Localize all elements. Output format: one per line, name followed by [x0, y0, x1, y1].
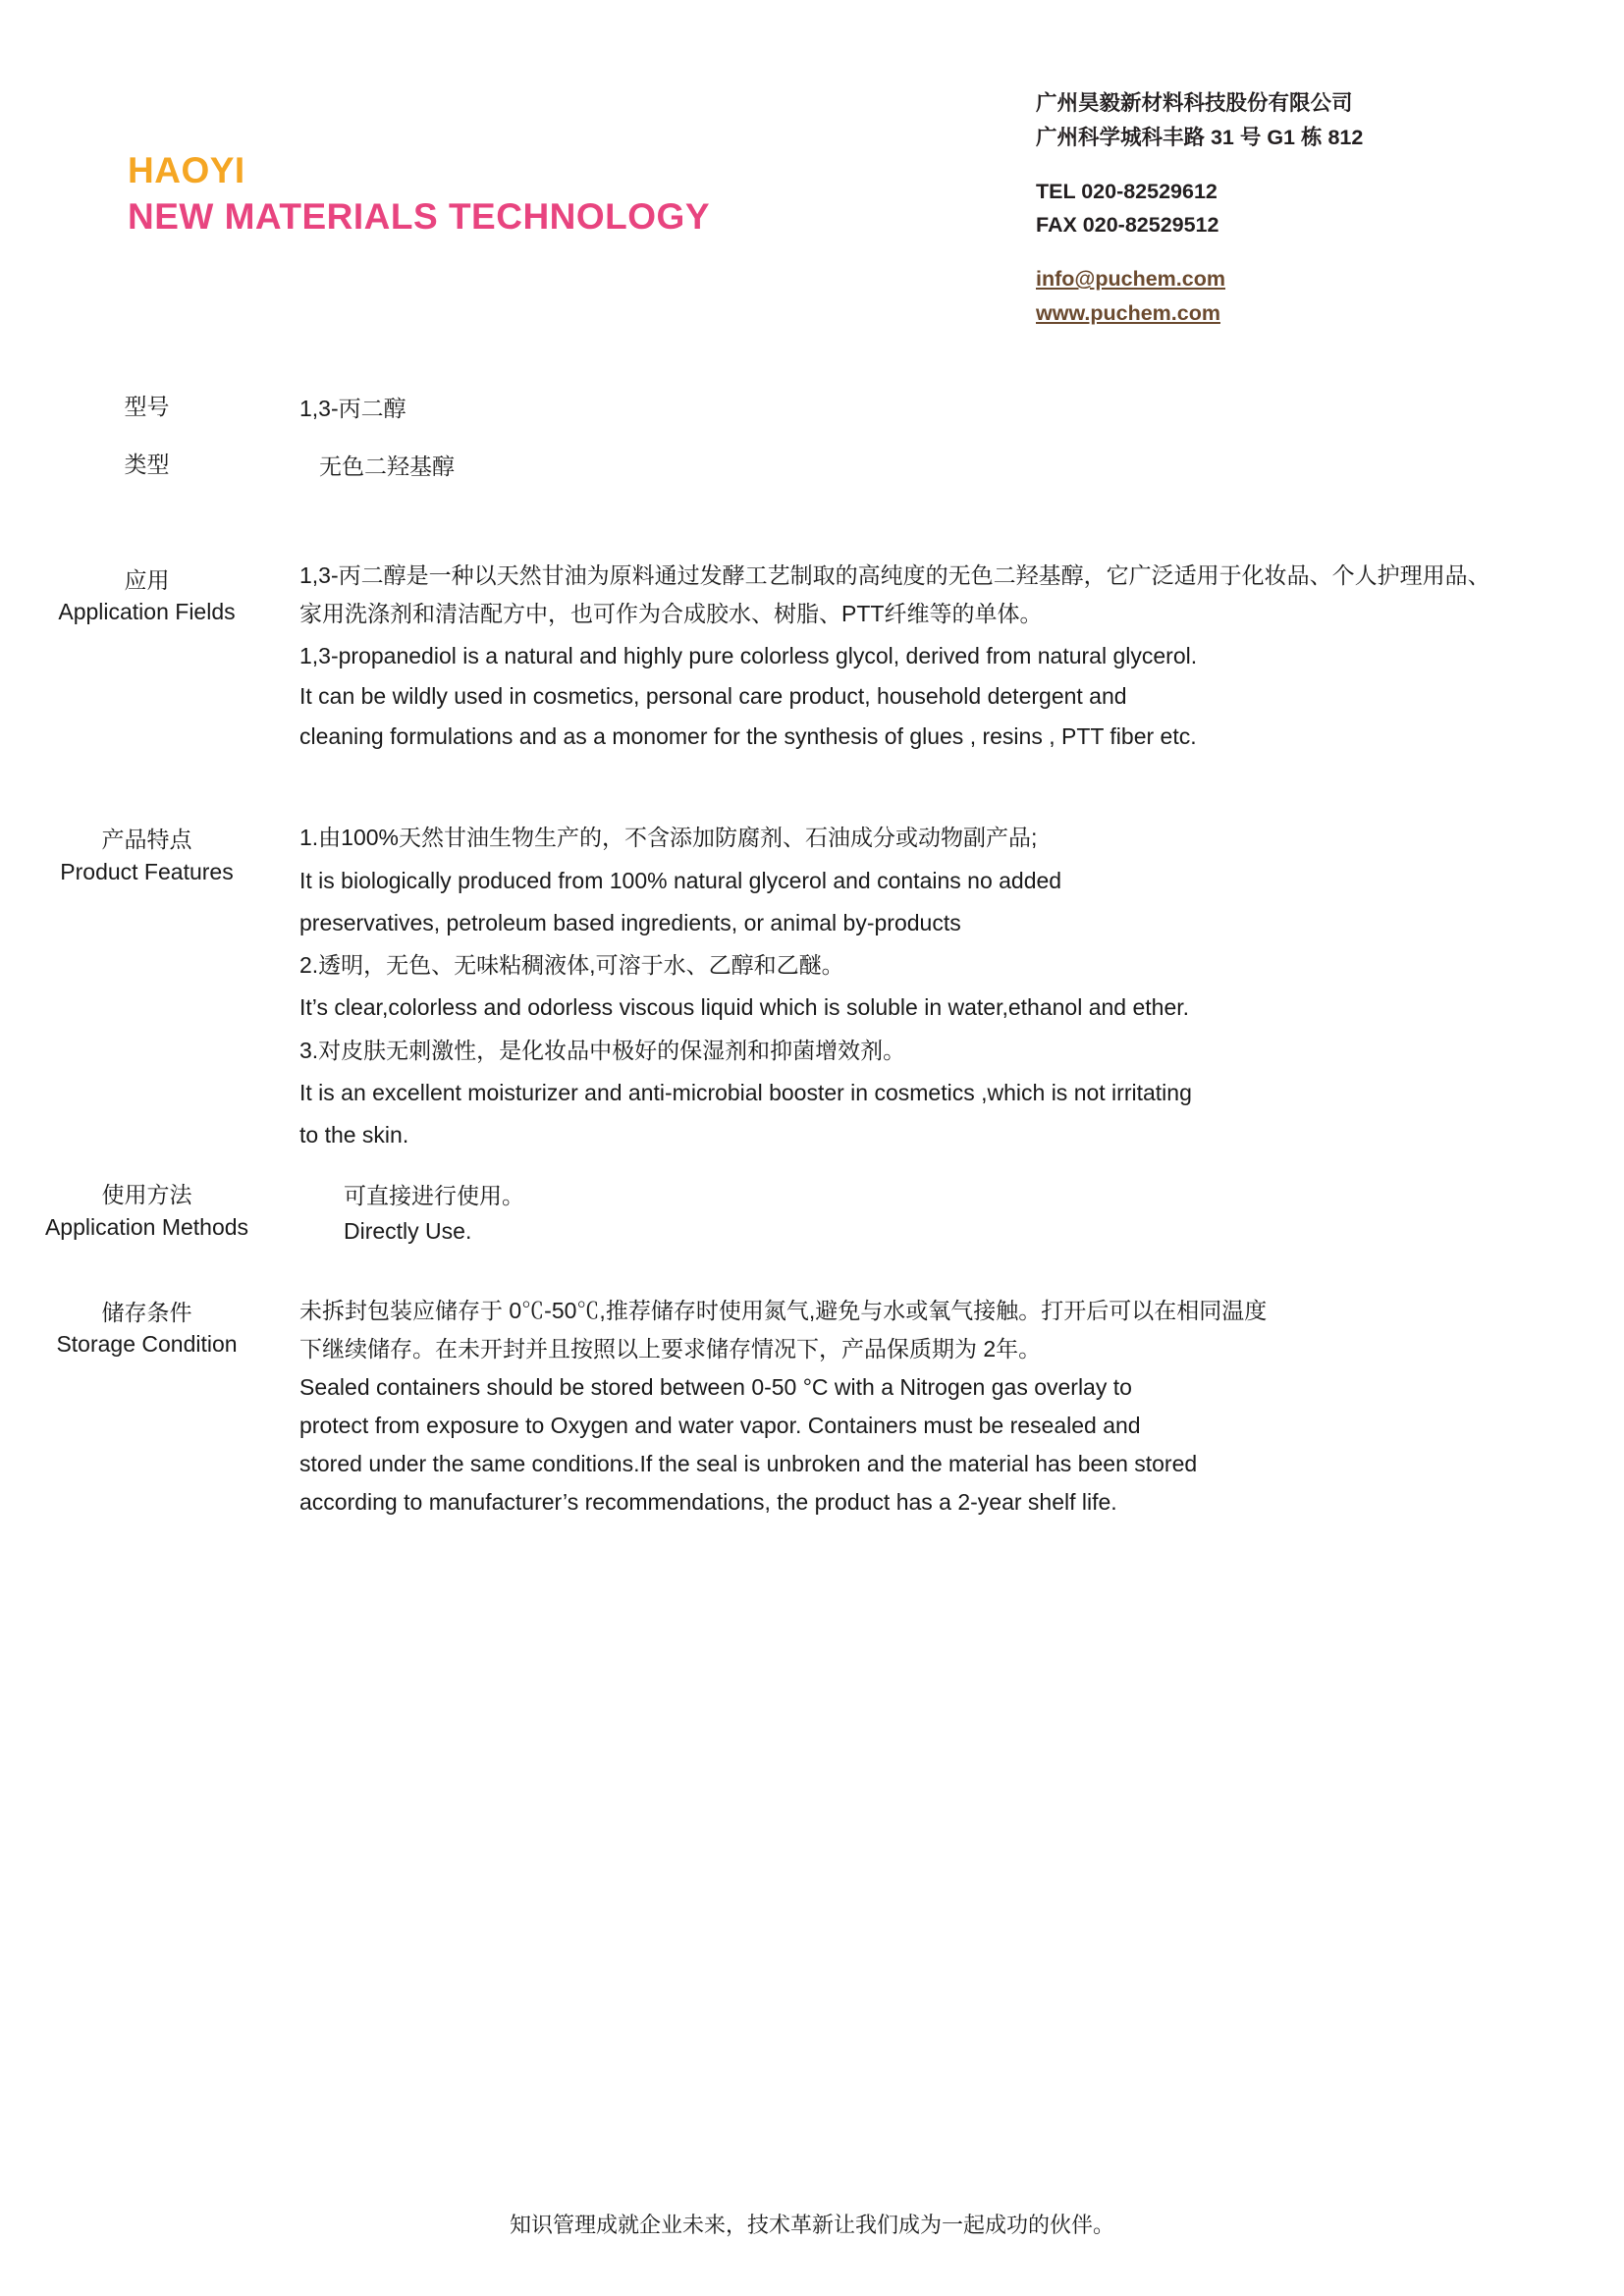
value-application-methods [299, 1179, 1624, 1249]
application-fields-en-line-3: cleaning formulations and as a monomer for the synthesis of glues , resins , PTT fiber etc. [299, 723, 1197, 750]
logo-text-new-materials-technology: NEW MATERIALS TECHNOLOGY [128, 196, 711, 238]
application-fields-en-line-2: It can be wildly used in cosmetics, personal care product, household detergent and [299, 682, 1127, 709]
label-type [0, 449, 299, 481]
storage-condition-en-line-1: Sealed containers should be stored between 0-50 °C with a Nitrogen gas overlay to [299, 1374, 1132, 1401]
company-logo [128, 147, 710, 240]
label-model-cn: 型号 [124, 394, 170, 419]
product-features-line-4: 2.透明，无色、无味粘稠液体,可溶于水、乙醇和乙醚。 [299, 952, 844, 979]
application-fields-en-line-1: 1,3-propanediol is a natural and highly pure colorless glycol, derived from natural glycerol. [299, 642, 1198, 668]
contact-website-link[interactable]: www.puchem.com [1036, 301, 1220, 326]
contact-spacer-2 [1036, 242, 1363, 262]
contact-block [1036, 86, 1363, 331]
label-model [0, 391, 299, 423]
label-application-methods-cn: 使用方法 [101, 1182, 192, 1208]
product-features-line-2: It is biologically produced from 100% natural glycerol and contains no added [299, 867, 1062, 893]
label-type-cn: 类型 [124, 452, 170, 478]
company-name-cn: 广州昊毅新材料科技股份有限公司 [1036, 91, 1353, 115]
label-application-fields [0, 557, 299, 628]
value-type [299, 449, 1624, 485]
label-product-features [0, 820, 299, 887]
document-header [0, 39, 1624, 383]
application-methods-cn-text: 可直接进行使用。 [344, 1183, 524, 1209]
label-application-fields-en: Application Fields [58, 599, 236, 625]
product-features-line-8: to the skin. [299, 1122, 409, 1148]
product-features-line-6: 3.对皮肤无刺激性，是化妆品中极好的保湿剂和抑菌增效剂。 [299, 1037, 906, 1063]
model-value-text: 1,3-丙二醇 [299, 396, 406, 421]
storage-condition-en-line-2: protect from exposure to Oxygen and water vapor. Containers must be resealed and [299, 1412, 1141, 1438]
label-product-features-cn: 产品特点 [101, 827, 192, 853]
value-application-fields [299, 557, 1624, 760]
row-product-features [0, 820, 1624, 1159]
product-features-line-1: 1.由100%天然甘油生物生产的，不含添加防腐剂、石油成分或动物副产品; [299, 825, 1038, 851]
value-storage-condition [299, 1293, 1624, 1522]
storage-condition-cn-line-1: 未拆封包装应储存于 0℃-50℃,推荐储存时使用氮气,避免与水或氧气接触。打开后可以在相同温度 [299, 1297, 1268, 1323]
value-model [299, 391, 1624, 427]
company-address-cn: 广州科学城科丰路 31 号 G1 栋 812 [1036, 125, 1364, 149]
contact-email-link[interactable]: info@puchem.com [1036, 267, 1225, 292]
type-value-text: 无色二羟基醇 [319, 454, 455, 480]
value-product-features [299, 820, 1624, 1159]
label-storage-condition-cn: 储存条件 [101, 1299, 192, 1325]
document-body [0, 391, 1624, 1522]
label-storage-condition-en: Storage Condition [56, 1331, 238, 1358]
label-product-features-en: Product Features [60, 859, 234, 884]
label-storage-condition [0, 1293, 299, 1361]
footer-slogan: 知识管理成就企业未来，技术革新让我们成为一起成功的伙伴。 [509, 2213, 1114, 2237]
application-methods-en-text: Directly Use. [344, 1217, 472, 1244]
storage-condition-en-line-3: stored under the same conditions.If the seal is unbroken and the material has been stored [299, 1450, 1198, 1476]
application-fields-cn-text: 1,3-丙二醇是一种以天然甘油为原料通过发酵工艺制取的高纯度的无色二羟基醇，它广泛适用于化妆品、个人护理用品、家用洗涤剂和清洁配方中，也可作为合成胶水、树脂、PTT纤维等的单体。 [299, 561, 1490, 627]
product-features-line-5: It’s clear,colorless and odorless viscous liquid which is soluble in water,ethanol and ether. [299, 994, 1190, 1021]
contact-fax: FAX 020-82529512 [1036, 213, 1219, 238]
row-model [0, 391, 1624, 427]
contact-spacer-1 [1036, 155, 1363, 175]
label-application-methods [0, 1179, 299, 1243]
contact-tel: TEL 020-82529612 [1036, 179, 1218, 203]
row-application-fields [0, 557, 1624, 760]
product-features-line-7: It is an excellent moisturizer and anti-microbial booster in cosmetics ,which is not irritating [299, 1079, 1192, 1105]
logo-text-haoyi: HAOYI [128, 150, 245, 190]
product-features-line-3: preservatives, petroleum based ingredients, or animal by-products [299, 909, 961, 935]
row-application-methods [0, 1179, 1624, 1249]
row-storage-condition [0, 1293, 1624, 1522]
storage-condition-cn-line-2: 下继续储存。在未开封并且按照以上要求储存情况下，产品保质期为 2年。 [299, 1335, 1042, 1362]
label-application-methods-en: Application Methods [44, 1214, 249, 1240]
storage-condition-en-line-4: according to manufacturer’s recommendations, the product has a 2-year shelf life. [299, 1488, 1117, 1515]
row-type [0, 449, 1624, 485]
label-application-fields-cn: 应用 [124, 566, 170, 593]
